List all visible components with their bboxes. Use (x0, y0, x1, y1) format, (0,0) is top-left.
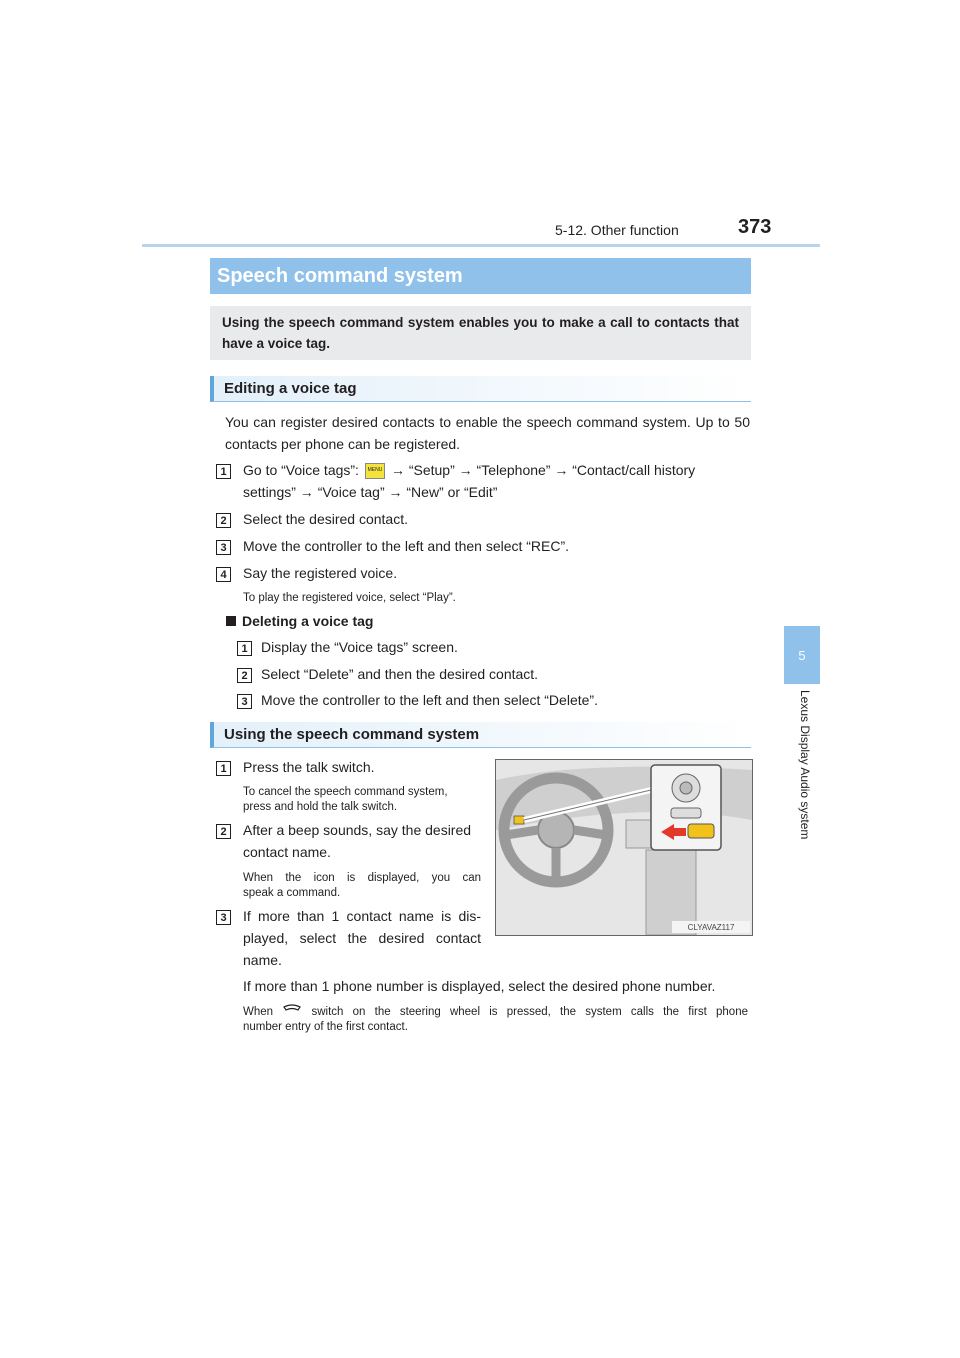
delete-badge-3: 3 (237, 692, 252, 710)
editing-step-4: Say the registered voice. (243, 565, 398, 581)
deleting-step-1: Display the “Voice tags” screen. (261, 639, 458, 655)
square-bullet-icon (226, 616, 236, 626)
talk-switch-icon (688, 824, 714, 838)
steering-wheel-illustration (495, 759, 753, 936)
step-badge-4: 4 (216, 565, 231, 583)
phone-icon (282, 1004, 302, 1016)
talk-switch-highlight (514, 816, 524, 824)
deleting-step-3: Move the controller to the left and then select “Delete”. (261, 692, 598, 708)
editing-step-1: Go to “Voice tags”: MENU → “Setup” → “Telephone” → “Contact/call history (243, 462, 696, 478)
editing-note: To play the registered voice, select “Play”. (243, 592, 456, 604)
intro-text: Using the speech command system enables you to make a call to contacts that have a voice tag. (222, 315, 739, 351)
delete-badge-2: 2 (237, 666, 252, 684)
using-step-1-note: To cancel the speech command system, press and hold the talk switch. (243, 786, 448, 813)
using-step-2: After a beep sounds, say the desired contact name. (243, 822, 472, 860)
using-final-note: When switch on the steering wheel is pressed, the system calls the first phone number entry of the first contact. (243, 1006, 748, 1033)
step-badge-3: 3 (216, 538, 231, 556)
using-step-2-note: When the icon is displayed, you can speak a command. (243, 872, 481, 899)
intro-box (210, 306, 751, 360)
editing-intro: You can register desired contacts to enable the speech command system. Up to 50 contacts per phone can be registered. (225, 414, 750, 452)
delete-badge-1: 1 (237, 639, 252, 657)
step-badge-1: 1 (216, 462, 231, 480)
using-badge-2: 2 (216, 822, 231, 840)
editing-step-3: Move the controller to the left and then select “REC”. (243, 538, 570, 554)
using-badge-3: 3 (216, 908, 231, 926)
page-title: Speech command system (210, 258, 751, 294)
using-heading: Using the speech command system (210, 722, 751, 748)
image-code: CLYAVAZ117 (687, 923, 735, 932)
using-badge-1: 1 (216, 759, 231, 777)
using-step-3-extra: If more than 1 phone number is displayed, select the desired phone number. (243, 978, 716, 994)
page-number: 373 (738, 216, 772, 238)
editing-step-2: Select the desired contact. (243, 511, 408, 527)
deleting-step-2: Select “Delete” and then the desired contact. (261, 666, 539, 682)
using-step-3: If more than 1 contact name is dis- played, select the desired contact name. (243, 908, 481, 968)
cockpit-drawing (496, 760, 752, 935)
deleting-heading: Deleting a voice tag (226, 610, 373, 632)
section-label: 5-12. Other function (555, 222, 679, 238)
menu-button-icon: MENU (365, 463, 385, 479)
step-badge-2: 2 (216, 511, 231, 529)
editing-heading: Editing a voice tag (210, 376, 751, 402)
editing-step-1-line2: settings” → “Voice tag” → “New” or “Edit” (243, 484, 498, 500)
header-rule (142, 244, 820, 247)
chapter-tab: 5 (784, 626, 820, 684)
chapter-title: Lexus Display Audio system (798, 690, 812, 840)
using-step-1: Press the talk switch. (243, 759, 375, 775)
